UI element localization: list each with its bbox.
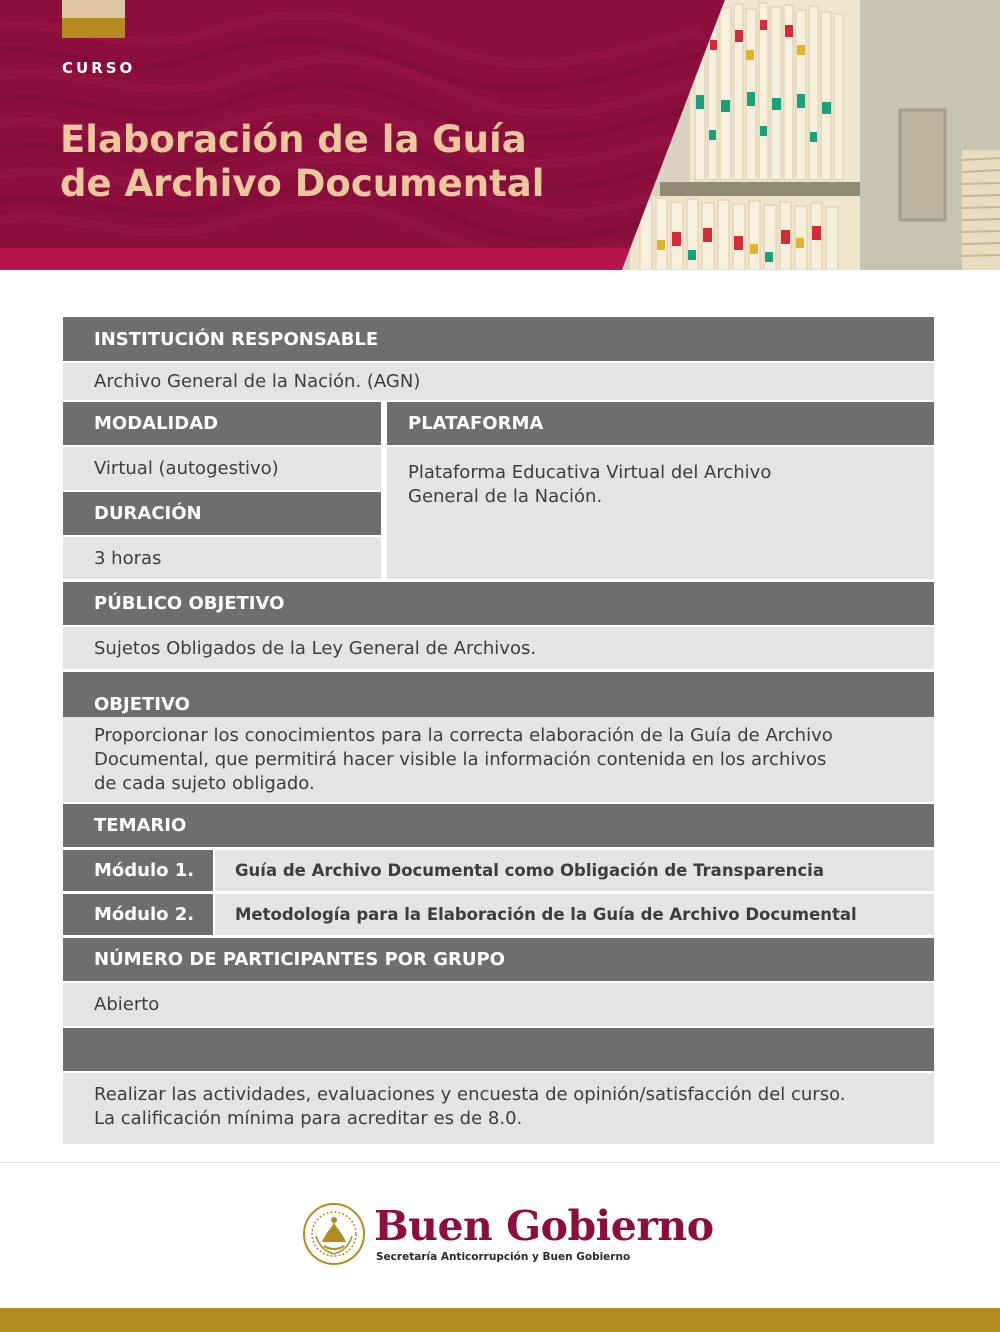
module-2-title-cell — [215, 894, 934, 935]
acreditacion-value-line1: Realizar las actividades, evaluaciones y encuesta de opinión/satisfacción del curso. — [94, 1084, 846, 1105]
publico-cell — [63, 627, 934, 669]
module-1-label-cell — [63, 850, 213, 891]
header-accent-block — [62, 0, 125, 38]
modalidad-cell — [63, 447, 381, 490]
course-type-label: CURSO — [62, 59, 136, 77]
modalidad-value: Virtual (autogestivo) — [94, 458, 279, 479]
plataforma-value-line1: Plataforma Educativa Virtual del Archivo — [408, 462, 772, 483]
module-1-title: Guía de Archivo Documental como Obligación de Transparencia — [235, 861, 824, 880]
course-title — [60, 118, 620, 206]
course-title-line2: de Archivo Documental — [60, 162, 545, 205]
duracion-label: DURACIÓN — [94, 503, 202, 524]
objetivo-value-line2: Documental, que permitirá hacer visible la información contenida en los archivos — [94, 749, 827, 770]
institucion-cell — [63, 363, 934, 400]
duracion-header — [63, 492, 381, 535]
acreditacion-header — [63, 1028, 934, 1071]
module-1-label: Módulo 1. — [94, 860, 195, 881]
objetivo-header — [63, 672, 934, 717]
modalidad-label: MODALIDAD — [94, 413, 219, 434]
plataforma-header — [387, 402, 934, 445]
temario-label: TEMARIO — [94, 815, 187, 836]
publico-header — [63, 582, 934, 625]
institucion-value: Archivo General de la Nación. (AGN) — [94, 371, 421, 392]
duracion-cell — [63, 537, 381, 579]
module-2-label-cell — [63, 894, 213, 935]
duracion-value: 3 horas — [94, 547, 162, 569]
institucion-label: INSTITUCIÓN RESPONSABLE — [94, 328, 379, 350]
participantes-cell — [63, 983, 934, 1026]
objetivo-label: OBJETIVO — [94, 694, 190, 715]
national-seal-icon — [302, 1202, 366, 1266]
publico-value: Sujetos Obligados de la Ley General de Archivos. — [94, 637, 537, 659]
objetivo-value-line3: de cada sujeto obligado. — [94, 773, 315, 794]
participantes-value: Abierto — [94, 994, 160, 1015]
objetivo-cell — [63, 717, 934, 802]
module-2-title: Metodología para la Elaboración de la Guía de Archivo Documental — [235, 905, 857, 924]
publico-label: PÚBLICO OBJETIVO — [94, 593, 285, 614]
plataforma-label: PLATAFORMA — [408, 413, 544, 434]
footer-divider — [0, 1162, 1000, 1163]
plataforma-cell — [387, 447, 934, 579]
buen-gobierno-logo — [302, 1202, 712, 1268]
acreditacion-cell — [63, 1073, 934, 1144]
module-1-title-cell — [215, 850, 934, 891]
footer-gold-bar — [0, 1308, 1000, 1332]
modalidad-header — [63, 402, 381, 445]
module-2-label: Módulo 2. — [94, 904, 195, 925]
acreditacion-value-line2: La calificación mínima para acreditar es de 8.0. — [94, 1108, 523, 1129]
participantes-header — [63, 938, 934, 981]
institucion-header — [63, 317, 934, 361]
course-title-line1: Elaboración de la Guía — [60, 118, 527, 161]
participantes-label: NÚMERO DE PARTICIPANTES POR GRUPO — [94, 949, 505, 970]
logo-subtitle: Secretaría Anticorrupción y Buen Gobierno — [376, 1251, 631, 1263]
plataforma-value-line2: General de la Nación. — [408, 486, 603, 507]
objetivo-value-line1: Proporcionar los conocimientos para la correcta elaboración de la Guía de Archivo — [94, 725, 833, 746]
temario-header — [63, 804, 934, 847]
logo-title: Buen Gobierno — [374, 1202, 714, 1250]
course-header — [0, 0, 1000, 270]
